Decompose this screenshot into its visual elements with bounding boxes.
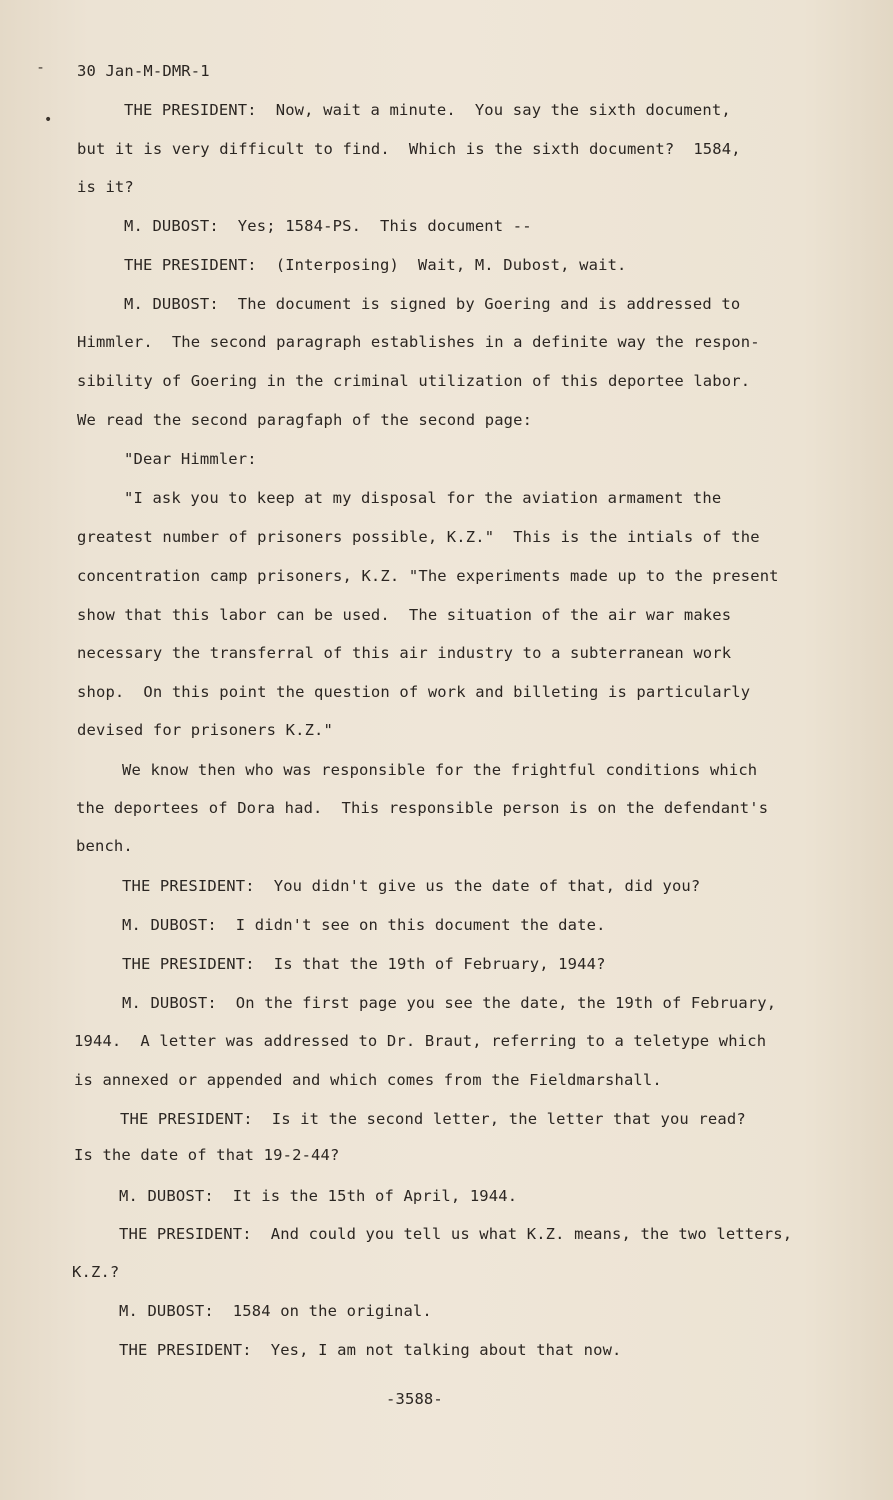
transcript-line: THE PRESIDENT: Now, wait a minute. You say the sixth document, [124,101,731,119]
transcript-line: "Dear Himmler: [124,450,257,468]
transcript-line: M. DUBOST: On the first page you see the date, the 19th of February, [122,994,777,1012]
transcript-line: necessary the transferral of this air industry to a subterranean work [77,644,732,662]
transcript-line: M. DUBOST: It is the 15th of April, 1944. [119,1187,518,1205]
transcript-line: We read the second paragfaph of the second page: [77,411,533,429]
transcript-line: sibility of Goering in the criminal utilization of this deportee labor. [77,372,751,390]
transcript-line: Himmler. The second paragraph establishes in a definite way the respon- [77,333,760,351]
transcript-line: THE PRESIDENT: And could you tell us what K.Z. means, the two letters, [119,1225,793,1243]
page-number: -3588- [386,1390,443,1408]
transcript-line: is it? [77,178,134,196]
transcript-line: Is the date of that 19-2-44? [74,1146,340,1164]
transcript-line: THE PRESIDENT: Yes, I am not talking about that now. [119,1341,622,1359]
transcript-line: 1944. A letter was addressed to Dr. Braut, referring to a teletype which [74,1032,767,1050]
margin-dash: - [38,60,44,76]
transcript-line: but it is very difficult to find. Which is the sixth document? 1584, [77,140,741,158]
transcript-line: M. DUBOST: The document is signed by Goering and is addressed to [124,295,741,313]
transcript-line: THE PRESIDENT: You didn't give us the date of that, did you? [122,877,701,895]
transcript-line: show that this labor can be used. The situation of the air war makes [77,606,732,624]
transcript-line: We know then who was responsible for the frightful conditions which [122,761,758,779]
transcript-line: shop. On this point the question of work and billeting is particularly [77,683,751,701]
transcript-line: greatest number of prisoners possible, K.Z." This is the intials of the [77,528,760,546]
transcript-line: concentration camp prisoners, K.Z. "The experiments made up to the present [77,567,779,585]
transcript-line: THE PRESIDENT: Is that the 19th of February, 1944? [122,955,606,973]
transcript-line: M. DUBOST: 1584 on the original. [119,1302,432,1320]
transcript-line: devised for prisoners K.Z." [77,721,334,739]
transcript-line: the deportees of Dora had. This responsible person is on the defendant's [76,799,769,817]
transcript-line: M. DUBOST: I didn't see on this document the date. [122,916,606,934]
transcript-line: K.Z.? [72,1263,120,1281]
margin-dot: • [44,112,53,128]
transcript-line: "I ask you to keep at my disposal for the aviation armament the [124,489,722,507]
transcript-line: THE PRESIDENT: Is it the second letter, the letter that you read? [120,1110,746,1128]
transcript-line: bench. [76,837,133,855]
transcript-line: M. DUBOST: Yes; 1584-PS. This document -- [124,217,532,235]
page-header: 30 Jan-M-DMR-1 [77,62,210,80]
transcript-line: THE PRESIDENT: (Interposing) Wait, M. Dubost, wait. [124,256,627,274]
transcript-line: is annexed or appended and which comes from the Fieldmarshall. [74,1071,662,1089]
